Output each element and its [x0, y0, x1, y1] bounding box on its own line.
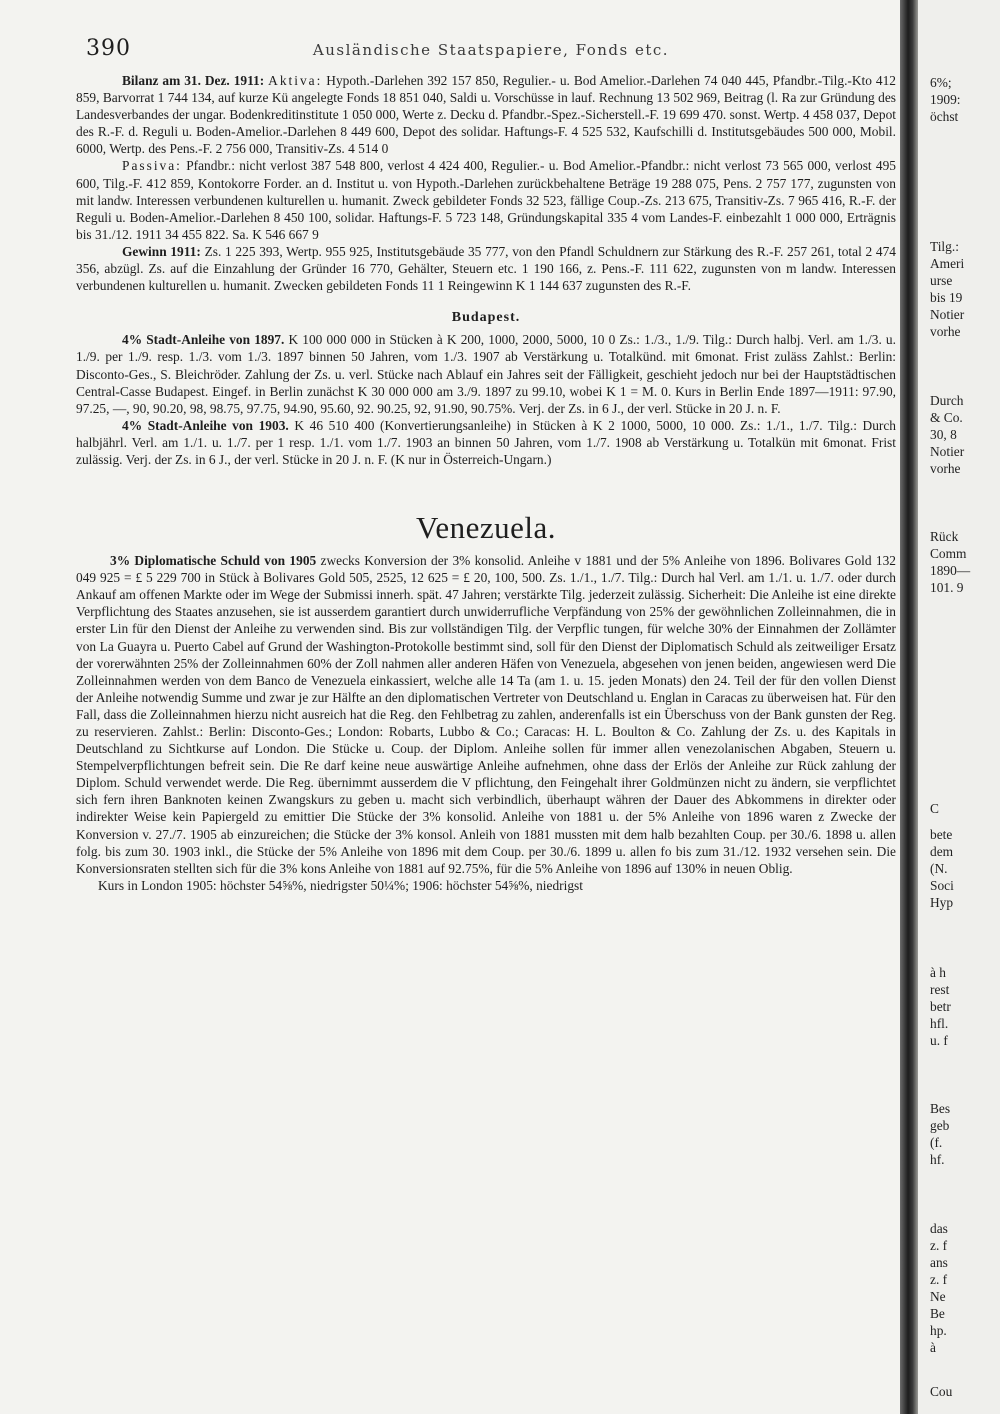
margin-fragment: Be	[930, 1306, 945, 1321]
margin-fragment: Soci	[930, 878, 954, 893]
loan-1897-text: K 100 000 000 in Stücken à K 200, 1000, 2000, 5000, 10 0 Zs.: 1./3., 1./9. Tilg.: Durch halbj. Verl. am 1./3. u. 1./9. per 1./9. resp. 1./3. vom 1./3. 1897 binnen 50 Jahren, vom 1./3. 1907 ab Verstärkung u. Totalkünd. mit 6monat. Frist zuläss Zahlst.: Berlin: Disconto-Ges., S. Bleichröder. Zahlung der Zs. u. verl. Stücke nach Ablauf ein Jahres seit der Fälligkeit, geschieht jedoch nur bei der Hauptstädtischen Central-Casse Budapest. Eingef. in Berlin zunächst K 30 000 000 am 3./9. 1897 zu 99.10, wobei K 1 = M. 0. Kurs in Berlin Ende 1897—1911: 97.90, 97.25, —, 90, 90.20, 98, 98.75, 97.75, 94.90, 95.60, 92. 90.25, 92, 91.90, 90.75%. Verj. der Zs. in 6 J., der verl. Stücke in 20 J. n. F.	[76, 332, 896, 416]
margin-fragment: bete	[930, 827, 953, 842]
aktiva-text: Hypoth.-Darlehen 392 157 850, Regulier.- u. Bod Amelior.-Darlehen 74 040 445, Pfandbr.-Tilg.-Kto 412 859, Barvorrat 1 744 134, auf kurze Kü angelegte Fonds 18 851 040, Saldi u. Vorschüsse in lauf. Rechnung 13 502 969, Beitrag (l. Ra zur Gründung des Landesverbandes der ungar. Bodenkreditinstitute 1 050 000, Werte z. Decku d. Pfandbr.-Spez.-Sicherstell.-F. 19 699 470. sonst. Wertp. 4 458 037, Depot des R.-F. d. Reguli u. Boden-Amelior.-Darlehen 8 449 600, Depot des solidar. Haftungs-F. 4 525 532, Kaufschilli d. Institutsgebäudes 500 000, Mobil. 6000, Wertp. des Pens.-F. 2 756 000, Transitiv-Zs. 4 514 0	[76, 73, 896, 157]
margin-fragment: urse	[930, 273, 953, 288]
page-header	[86, 36, 896, 66]
venezuela-loan-paragraph	[76, 552, 896, 877]
budapest-loan-1897	[76, 331, 896, 416]
margin-fragment: 6%;	[930, 75, 952, 90]
gewinn-paragraph	[76, 243, 896, 294]
passiva-text: Pfandbr.: nicht verlost 387 548 800, verlost 4 424 400, Regulier.- u. Bod Amelior.-Pfandbr.: nicht verlost 73 565 000, verlost 495 600, Tilg.-F. 412 859, Kontokorre Forder. an d. Institut u. von Hypoth.-Darlehen zurückbehaltene Beträge 19 288 075, Pens. 2 757 177, zugunsten von mit landw. Interessen verbundenen kulturellen u. humanit. Zweck gebildeter Fonds 32 523, fällige Coup.-Zs. 213 675, Transitiv-Zs. 7 965 416, R.-F. der Reguli u. Boden-Amelior.-Darlehen 8 450 100, solidar. Haftungs-F. 5 723 148, Gründungskapital 335 4 vom Landes-F. einbezahlt 1 000 000, Erträgnis bis 31./12. 1911 34 455 822. Sa. K 546 667 9	[76, 158, 896, 242]
margin-fragment: rest	[930, 982, 950, 997]
kurs-text: Kurs in London 1905: höchster 54⅝%, niedrigster 50¼%; 1906: höchster 54⅝%, niedrigst	[98, 877, 583, 893]
margin-fragment: u. f	[930, 1033, 948, 1048]
margin-fragment: 101. 9	[930, 580, 964, 595]
margin-fragment: geb	[930, 1118, 950, 1133]
page-body	[76, 72, 896, 894]
margin-fragment: öchst	[930, 109, 959, 124]
bilanz-label: Bilanz am 31. Dez. 1911:	[122, 73, 265, 88]
adjacent-page-margin	[918, 0, 1000, 1414]
margin-fragment: à h	[930, 965, 946, 980]
margin-fragment: Comm	[930, 546, 967, 561]
margin-fragment: das	[930, 1221, 948, 1236]
margin-fragment: à	[930, 1340, 936, 1355]
margin-fragment: dem	[930, 844, 954, 859]
margin-fragment: C	[930, 801, 939, 816]
venezuela-loan-text: zwecks Konversion der 3% konsolid. Anleihe v 1881 und der 5% Anleihe von 1896. Bolivares Gold 132 049 925 = £ 5 229 700 in Stück à Bolivares Gold 505, 2525, 12 625 = £ 20, 100, 500. Zs. 1./1., 1./7. Tilg.: Durch hal Verl. am 1./1. u. 1./7. oder durch Ankauf am offenen Markte oder im Wege der Submissi innerh. spät. 47 Jahren; verstärkte Tilg. jederzeit zulässig. Sicherheit: Die Anleihe ist eine direkte Verpflichtung des Staates anzusehen, sie ist ausserdem garantiert durch unwiderrufliche Verpfändung von 25% der gewöhnlichen Zolleinnahmen, die in erster Lin für den Dienst der Anleihe zu verwenden sind. Bis zur vollständigen Tilg. der Verpflic tungen, für welche 30% der Einnahmen der Zollämter von La Guayra u. Puerto Cabel auf Grund der Washington-Protokolle bestimmt sind, soll für den Dienst der Diplomatisch Schuld als zeitweiliger Ersatz der vorerwähnten 25% der Zolleinnahmen 60% der Zoll nahmen aller anderen Häfen von Venezuela, abgesehen von jenen beiden, angewiesen werd Die Zolleinnahmen werden von dem Banco de Venezuela einkassiert, welche alle 14 Ta (am 1. u. 15. jeden Monats) den 24. Teil der für den vollen Dienst der Anleihe notwendig Summe und zwar je zur Hälfte an den diplomatischen Vertreter von Deutschland u. Englan in Caracas zu überweisen hat. Für den Fall, dass die Zolleinnahmen hierzu nicht ausreich hat die Reg. den Fehlbetrag zu zahlen, anderenfalls ist ein Überschuss von der Bank gunsten der Reg. zu reservieren. Zahlst.: Berlin: Disconto-Ges.; London: Robarts, Lubbo & Co.; Caracas: H. L. Boulton & Co. Zahlung der Zs. u. des Kapitals in Deutschland zu Sichtkurse auf London. Die Stücke u. Coup. der Diplom. Anleihe sollen für immer allen venezolanischen Abgaben, Steuern u. Stempelverpflichtungen befreit sein. Die Re darf keine neue auswärtige Anleihe aufnehmen, ohne dass der Erlös der Anleihe zur Rück zahlung der Diplom. Schuld verwendet werde. Die Reg. übernimmt ausserdem die V pflichtung, den Feingehalt ihrer Goldmünzen nicht zu ändern, sie verpflichtet sich fern ihren Banknoten keinen Zwangskurs zu geben u. macht sich verbindlich, überhaupt währen der Dauer des Abkommens in direkter oder indirekter Weise kein Papiergeld zu emittier Die Stücke der 3% konsolid. Anleihe von 1881 u. der 5% Anleihe von 1896 waren z Zwecke der Konversion v. 27./7. 1905 ab einzureichen; die Stücke der 3% konsol. Anleih von 1881 mussten mit dem halb bezahlten Coup. per 30./6. 1898 u. allen folg. bis zum 30. 1903 inkl., die Stücke der 5% Anleihe von 1896 mit dem Coup. per 30./6. 1899 u. allen fo bis zum 31./12. 1932 versehen sein. Die Konversionsraten stellten sich für die 3% kons Anleihe von 1881 auf 92.75%, für die 5% Anleihe von 1896 auf 130% in neuen Oblig.	[76, 553, 896, 876]
venezuela-loan-title: 3% Diplomatische Schuld von 1905	[110, 553, 317, 569]
margin-fragment: betr	[930, 999, 951, 1014]
passiva-label: Passiva:	[122, 158, 182, 174]
margin-fragment: Rück	[930, 529, 959, 544]
running-title: Ausländische Staatspapiere, Fonds etc.	[312, 41, 670, 59]
venezuela-heading: Venezuela.	[415, 510, 557, 546]
margin-fragment: Ameri	[930, 256, 965, 271]
margin-fragment: Cou	[930, 1384, 953, 1399]
margin-fragment: Hyp	[930, 895, 954, 910]
book-gutter	[900, 0, 918, 1414]
margin-fragment: Notier	[930, 307, 965, 322]
margin-fragment: 30, 8	[930, 427, 957, 442]
margin-fragment: & Co.	[930, 410, 963, 425]
venezuela-kurs-line	[76, 877, 896, 894]
margin-fragment: (f.	[930, 1135, 943, 1150]
margin-fragment: z. f	[930, 1238, 948, 1253]
margin-fragment: vorhe	[930, 461, 961, 476]
margin-fragment: Notier	[930, 444, 965, 459]
loan-1903-text: K 46 510 400 (Konvertierungsanleihe) in Stücken à K 2 1000, 5000, 10 000. Zs.: 1./1., 1./7. Tilg.: Durch halbjährl. Verl. am 1./1. u. 1./7. per 1 resp. 1./1. vom 1./7. 1903 an binnen 50 Jahren, vom 1./7. 1908 ab Verstärkung u. Totalkün mit 6monat. Frist zulässig. Verj. der Zs. in 6 J., der verl. Stücke in 20 J. n. F. (K nur in Österreich-Ungarn.)	[76, 417, 896, 467]
margin-fragment: z. f	[930, 1272, 948, 1287]
gewinn-label: Gewinn 1911:	[122, 243, 201, 259]
gewinn-text: Zs. 1 225 393, Wertp. 955 925, Institutsgebäude 35 777, von den Pfandl Schuldnern zur Stärkung des R.-F. 257 261, total 2 474 356, abzügl. Zs. auf die Einzahlung der Gründer 16 770, Gehälter, Steuern etc. 1 190 166, z. Pens.-F. 111 622, zugunsten von m landw. Interessen verbundenen kulturellen u. humanit. Zwecken gebildeten Fonds 11 1 Reingewinn K 1 144 637 zugunsten des R.-F.	[76, 243, 896, 294]
margin-fragment: 1890—	[930, 563, 971, 578]
margin-fragment: hf.	[930, 1152, 945, 1167]
margin-fragment: Tilg.:	[930, 239, 959, 254]
aktiva-label: Aktiva:	[268, 73, 323, 88]
margin-fragment: ans	[930, 1255, 948, 1270]
margin-fragment: 1909:	[930, 92, 961, 107]
margin-fragment: bis 19	[930, 290, 963, 305]
bilanz-passiva-paragraph	[76, 157, 896, 242]
loan-1897-title: 4% Stadt-Anleihe von 1897.	[122, 332, 285, 348]
margin-fragment: Ne	[930, 1289, 946, 1304]
margin-fragment: Durch	[930, 393, 964, 408]
budapest-heading: Budapest.	[451, 310, 521, 326]
margin-fragment: (N.	[930, 861, 948, 876]
loan-1903-title: 4% Stadt-Anleihe von 1903.	[122, 417, 289, 433]
page-number: 390	[86, 36, 131, 61]
margin-fragment: hfl.	[930, 1016, 949, 1031]
margin-fragment: hp.	[930, 1323, 947, 1338]
margin-fragment: vorhe	[930, 324, 961, 339]
margin-fragment: Bes	[930, 1101, 951, 1116]
bilanz-aktiva-paragraph	[76, 72, 896, 157]
budapest-loan-1903	[76, 417, 896, 468]
